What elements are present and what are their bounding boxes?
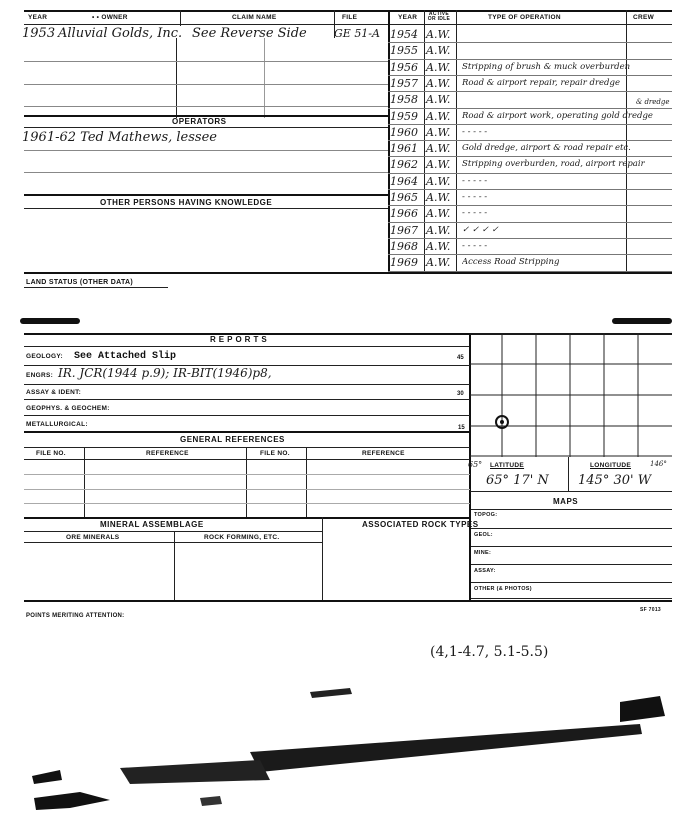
- header-owner: • • OWNER: [92, 14, 128, 21]
- activity-status: A.W.: [426, 76, 451, 90]
- maps-other: OTHER (& PHOTOS): [474, 586, 532, 592]
- mineral-title: MINERAL ASSEMBLAGE: [100, 520, 204, 529]
- activity-status: A.W.: [426, 158, 451, 172]
- geophys-label: GEOPHYS. & GEOCHEM:: [26, 405, 110, 412]
- row-line: [24, 84, 388, 85]
- divider: [180, 10, 181, 26]
- activity-status: A.W.: [426, 142, 451, 156]
- metallurgical-num: 15: [458, 425, 465, 431]
- maps-assay: ASSAY:: [474, 568, 496, 574]
- activity-row-line: [388, 59, 672, 60]
- geology-value: See Attached Slip: [74, 351, 177, 362]
- row-line: [470, 598, 672, 599]
- row-line: [24, 542, 322, 543]
- activity-operation: Gold dredge, airport & road repair etc.: [462, 143, 631, 154]
- divider: [568, 457, 569, 491]
- activity-row-line: [388, 173, 672, 174]
- general-references-title: GENERAL REFERENCES: [180, 435, 285, 444]
- engrs-label: ENGRS:: [26, 372, 54, 379]
- row-line: [24, 415, 470, 416]
- row-line: [470, 564, 672, 565]
- activity-row-line: [388, 42, 672, 43]
- activity-status: A.W.: [426, 207, 451, 221]
- other-persons-line: [24, 194, 388, 196]
- divider: [84, 447, 85, 517]
- section-bottom: [24, 272, 672, 274]
- activity-year: 1954: [390, 28, 418, 41]
- row-line: [24, 106, 388, 107]
- assay-num: 30: [457, 391, 464, 397]
- activity-operation: - - - - -: [462, 208, 488, 219]
- header-crew: CREW: [633, 14, 655, 21]
- ref-reference: REFERENCE: [146, 450, 189, 457]
- header-year2: YEAR: [398, 14, 418, 21]
- activity-operation: - - - - -: [462, 192, 488, 202]
- activity-year: 1968: [390, 239, 418, 253]
- activity-status: A.W.: [426, 223, 451, 237]
- row-line: [24, 489, 470, 490]
- activity-year: 1958: [390, 93, 418, 107]
- row-line: [470, 546, 672, 547]
- latitude-prefix: 65°: [468, 460, 483, 469]
- longitude-prefix: 146°: [650, 460, 667, 468]
- row-line: [24, 127, 388, 128]
- activity-row-line: [388, 124, 672, 125]
- activity-row-line: [388, 108, 672, 109]
- activity-row-line: [388, 205, 672, 206]
- row-line: [24, 384, 470, 385]
- activity-year: 1957: [390, 76, 418, 90]
- file-value: GE 51-A: [334, 27, 380, 40]
- land-status-underline: [24, 287, 168, 288]
- geology-num: 45: [457, 355, 464, 361]
- scan-artifact: [20, 318, 80, 324]
- reports-title: REPORTS: [210, 335, 270, 344]
- activity-status: A.W.: [426, 174, 451, 188]
- activity-year: 1959: [390, 109, 418, 123]
- header-year: YEAR: [28, 14, 48, 21]
- activity-year: 1961: [390, 142, 418, 156]
- row-line: [470, 582, 672, 583]
- activity-year: 1960: [390, 125, 418, 139]
- activity-year: 1962: [390, 158, 418, 172]
- header-file: FILE: [342, 14, 358, 21]
- row-line: [24, 150, 388, 151]
- activity-year: 1956: [390, 60, 418, 74]
- header-type-operation: TYPE OF OPERATION: [488, 14, 561, 21]
- claim-name: See Reverse Side: [192, 26, 307, 41]
- activity-year: 1966: [390, 207, 418, 221]
- row-line: [470, 509, 672, 510]
- activity-status: A.W.: [426, 191, 451, 204]
- maps-topog: TOPOG:: [474, 512, 498, 518]
- activity-operation: Stripping overburden, road, airport repair: [462, 159, 645, 170]
- row-line: [24, 172, 388, 173]
- activity-year: 1969: [390, 256, 418, 270]
- activity-row-line: [388, 75, 672, 76]
- activity-row-line: [388, 271, 672, 272]
- maps-mine: MINE:: [474, 550, 492, 556]
- geology-label: GEOLOGY:: [26, 353, 63, 360]
- activity-row-line: [388, 140, 672, 141]
- scan-artifact: [20, 688, 674, 816]
- activity-status: A.W.: [426, 256, 451, 270]
- header-active-idle: ACTIVE OR IDLE: [427, 11, 451, 22]
- ore-minerals-label: ORE MINERALS: [66, 534, 120, 541]
- activity-status: A.W.: [426, 93, 451, 107]
- activity-year: 1967: [390, 223, 418, 237]
- row-line: [470, 491, 672, 492]
- dredge-note: & dredge: [636, 98, 670, 106]
- location-grid: [470, 333, 672, 457]
- row-line: [24, 474, 470, 475]
- activity-status: A.W.: [426, 44, 451, 58]
- operator-row: 1961-62 Ted Mathews, lessee: [22, 130, 217, 145]
- ref-file-no2: FILE NO.: [260, 450, 290, 457]
- scan-artifact: [612, 318, 672, 324]
- maps-title: MAPS: [553, 497, 579, 506]
- activity-status: A.W.: [426, 125, 451, 139]
- activity-operation: Road & airport repair, repair dredge: [462, 77, 620, 88]
- engrs-value: IR. JCR(1944 p.9); IR-BIT(1946)p8,: [58, 366, 272, 380]
- activity-row-line: [388, 254, 672, 255]
- activity-year: 1964: [390, 174, 418, 188]
- header-claim-name: CLAIM NAME: [232, 14, 277, 21]
- latitude-value: 65° 17' N: [486, 473, 549, 488]
- row-line: [24, 208, 388, 209]
- longitude-value: 145° 30' W: [578, 473, 652, 488]
- activity-operation: Stripping of brush & muck overburden: [462, 61, 631, 72]
- activity-row-line: [388, 156, 672, 157]
- latitude-label: LATITUDE: [490, 462, 525, 469]
- activity-operation: Access Road Stripping: [462, 257, 560, 268]
- activity-operation: - - - - -: [462, 126, 488, 137]
- activity-row-line: [388, 238, 672, 239]
- operators-label: OPERATORS: [172, 117, 227, 126]
- handwritten-note: (4,1-4.7, 5.1-5.5): [430, 644, 549, 660]
- divider: [322, 517, 323, 601]
- activity-status: A.W.: [426, 60, 451, 74]
- metallurgical-label: METALLURGICAL:: [26, 421, 88, 428]
- assoc-rock-types-label: ASSOCIATED ROCK TYPES: [362, 520, 479, 529]
- ref-reference2: REFERENCE: [362, 450, 405, 457]
- activity-operation: - - - - -: [462, 240, 488, 251]
- rock-forming-label: ROCK FORMING, ETC.: [204, 534, 280, 541]
- points-top-line: [24, 600, 672, 602]
- activity-row-line: [388, 91, 672, 92]
- ref-file-no: FILE NO.: [36, 450, 66, 457]
- row-line: [24, 431, 470, 433]
- row-line: [24, 447, 470, 448]
- activity-status: A.W.: [426, 239, 451, 253]
- divider: [246, 447, 247, 517]
- activity-status: A.W.: [426, 109, 451, 123]
- activity-operation: Road & airport work, operating gold dredge: [462, 110, 653, 121]
- maps-geol: GEOL:: [474, 532, 493, 538]
- assay-label: ASSAY & IDENT:: [26, 389, 82, 396]
- other-persons-label: OTHER PERSONS HAVING KNOWLEDGE: [100, 198, 273, 207]
- activity-operation: ✓ ✓ ✓ ✓: [462, 224, 499, 235]
- row-line: [24, 531, 322, 532]
- divider: [306, 447, 307, 517]
- owner-year: 1953: [22, 26, 56, 41]
- row-line: [24, 399, 470, 400]
- longitude-label: LONGITUDE: [590, 462, 631, 469]
- activity-row-line: [388, 189, 672, 190]
- activity-year: 1965: [390, 191, 418, 204]
- activity-row-line: [388, 222, 672, 223]
- activity-year: 1955: [390, 44, 418, 58]
- land-status-label: LAND STATUS (OTHER DATA): [26, 279, 134, 286]
- row-line: [24, 346, 470, 347]
- activity-operation: - - - - -: [462, 175, 488, 186]
- row-line: [24, 503, 470, 504]
- row-line: [470, 528, 672, 529]
- row-line: [24, 459, 470, 460]
- form-number: SF 7013: [640, 607, 662, 613]
- owner-name: Alluvial Golds, Inc.: [58, 26, 183, 41]
- top-border: [24, 10, 672, 12]
- header-bottom-line: [24, 24, 672, 25]
- activity-status: A.W.: [426, 28, 451, 41]
- mineral-top-line: [24, 517, 470, 519]
- points-label: POINTS MERITING ATTENTION:: [26, 613, 125, 619]
- row-line: [24, 61, 388, 62]
